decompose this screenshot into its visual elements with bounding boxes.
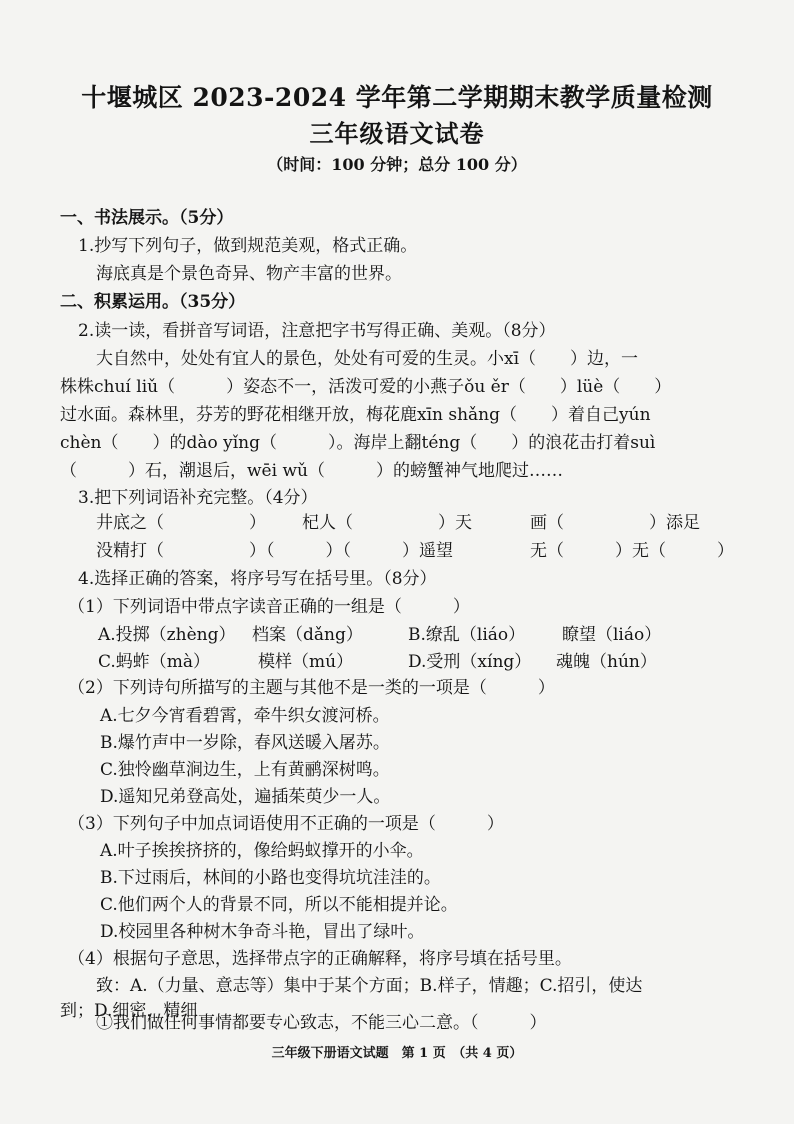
section-1-heading: 一、书法展示。（5分） (60, 208, 234, 228)
question-4-4-stem: （4）根据句子意思，选择带点字的正确解释，将序号填在括号里。 (68, 949, 572, 969)
question-2-line: 株株chuí liǔ（ ）姿态不一，活泼可爱的小燕子ǒu ěr（ ）lüè（ ） (60, 377, 672, 397)
question-2-line: 大自然中，处处有宜人的景色，处处有可爱的生灵。小xī（ ）边，一 (96, 349, 639, 369)
exam-meta: （时间：100 分钟；总分 100 分） (267, 155, 527, 174)
exam-title: 十堰城区 2023-2024 学年第二学期期末教学质量检测 (81, 83, 713, 112)
idiom-item: 无（ ）无（ ） (530, 541, 734, 561)
idiom-item: 杞人（ ）天 (302, 513, 472, 533)
option-b2: 瞭望（liáo） (562, 625, 662, 645)
definition-line: 到；D.细密，精细 (60, 1001, 198, 1021)
option-line: D.校园里各种树木争奇斗艳，冒出了绿叶。 (100, 922, 425, 942)
question-2-line: 过水面。森林里，芬芳的野花相继开放，梅花鹿xīn shǎng（ ）着自己yún (60, 405, 651, 425)
option-a1: A.投掷（zhèng） (98, 625, 236, 645)
question-2: 2.读一读，看拼音写词语，注意把字书写得正确、美观。（8分） (78, 321, 556, 341)
question-4-3-stem: （3）下列句子中加点词语使用不正确的一项是（ ） (68, 814, 504, 834)
question-4: 4.选择正确的答案，将序号写在括号里。（8分） (78, 569, 437, 589)
option-d1: D.受刑（xíng） (408, 652, 532, 672)
question-4-1-stem: （1）下列词语中带点字读音正确的一组是（ ） (68, 597, 470, 617)
idiom-item: 井底之（ ） (96, 513, 266, 533)
option-line: C.他们两个人的背景不同，所以不能相提并论。 (100, 895, 458, 915)
exam-subtitle: 三年级语文试卷 (309, 119, 485, 148)
question-4-2-stem: （2）下列诗句所描写的主题与其他不是一类的一项是（ ） (68, 678, 555, 698)
idiom-item: 画（ ）添足 (530, 513, 700, 533)
question-2-line: chèn（ ）的dào yǐng（ ）。海岸上翻téng（ ）的浪花击打着suì (60, 433, 656, 453)
question-1-text: 海底真是个景色奇异、物产丰富的世界。 (96, 264, 402, 284)
page-footer: 三年级下册语文试题 第 1 页 （共 4 页） (271, 1046, 523, 1061)
question-3: 3.把下列词语补充完整。（4分） (78, 488, 318, 508)
option-line: A.七夕今宵看碧霄，牵牛织女渡河桥。 (100, 706, 390, 726)
option-a2: 档案（dǎng） (252, 625, 363, 645)
definition-line: 致：A.（力量、意志等）集中于某个方面；B.样子，情趣；C.招引，使达 (96, 976, 643, 996)
option-c1: C.蚂蚱（mà） (98, 652, 211, 672)
option-line: A.叶子挨挨挤挤的，像给蚂蚁撑开的小伞。 (100, 841, 424, 861)
option-line: D.遥知兄弟登高处，遍插茱萸少一人。 (100, 787, 391, 807)
idiom-item: 没精打（ ）（ ）（ ）遥望 (96, 541, 453, 561)
question-4-4-item-1: ①我们做任何事情都要专心致志，不能三心二意。（ ） (96, 1013, 547, 1033)
question-2-line: （ ）石，潮退后，wēi wǔ（ ）的螃蟹神气地爬过…… (60, 461, 563, 481)
option-b1: B.缭乱（liáo） (408, 625, 526, 645)
question-1: 1.抄写下列句子，做到规范美观，格式正确。 (78, 236, 418, 256)
option-line: B.下过雨后，林间的小路也变得坑坑洼洼的。 (100, 868, 441, 888)
option-line: B.爆竹声中一岁除，春风送暖入屠苏。 (100, 733, 390, 753)
option-line: C.独怜幽草涧边生，上有黄鹂深树鸣。 (100, 760, 390, 780)
section-2-heading: 二、积累运用。（35分） (60, 292, 246, 312)
option-c2: 模样（mú） (258, 652, 354, 672)
option-d2: 魂魄（hún） (556, 652, 657, 672)
